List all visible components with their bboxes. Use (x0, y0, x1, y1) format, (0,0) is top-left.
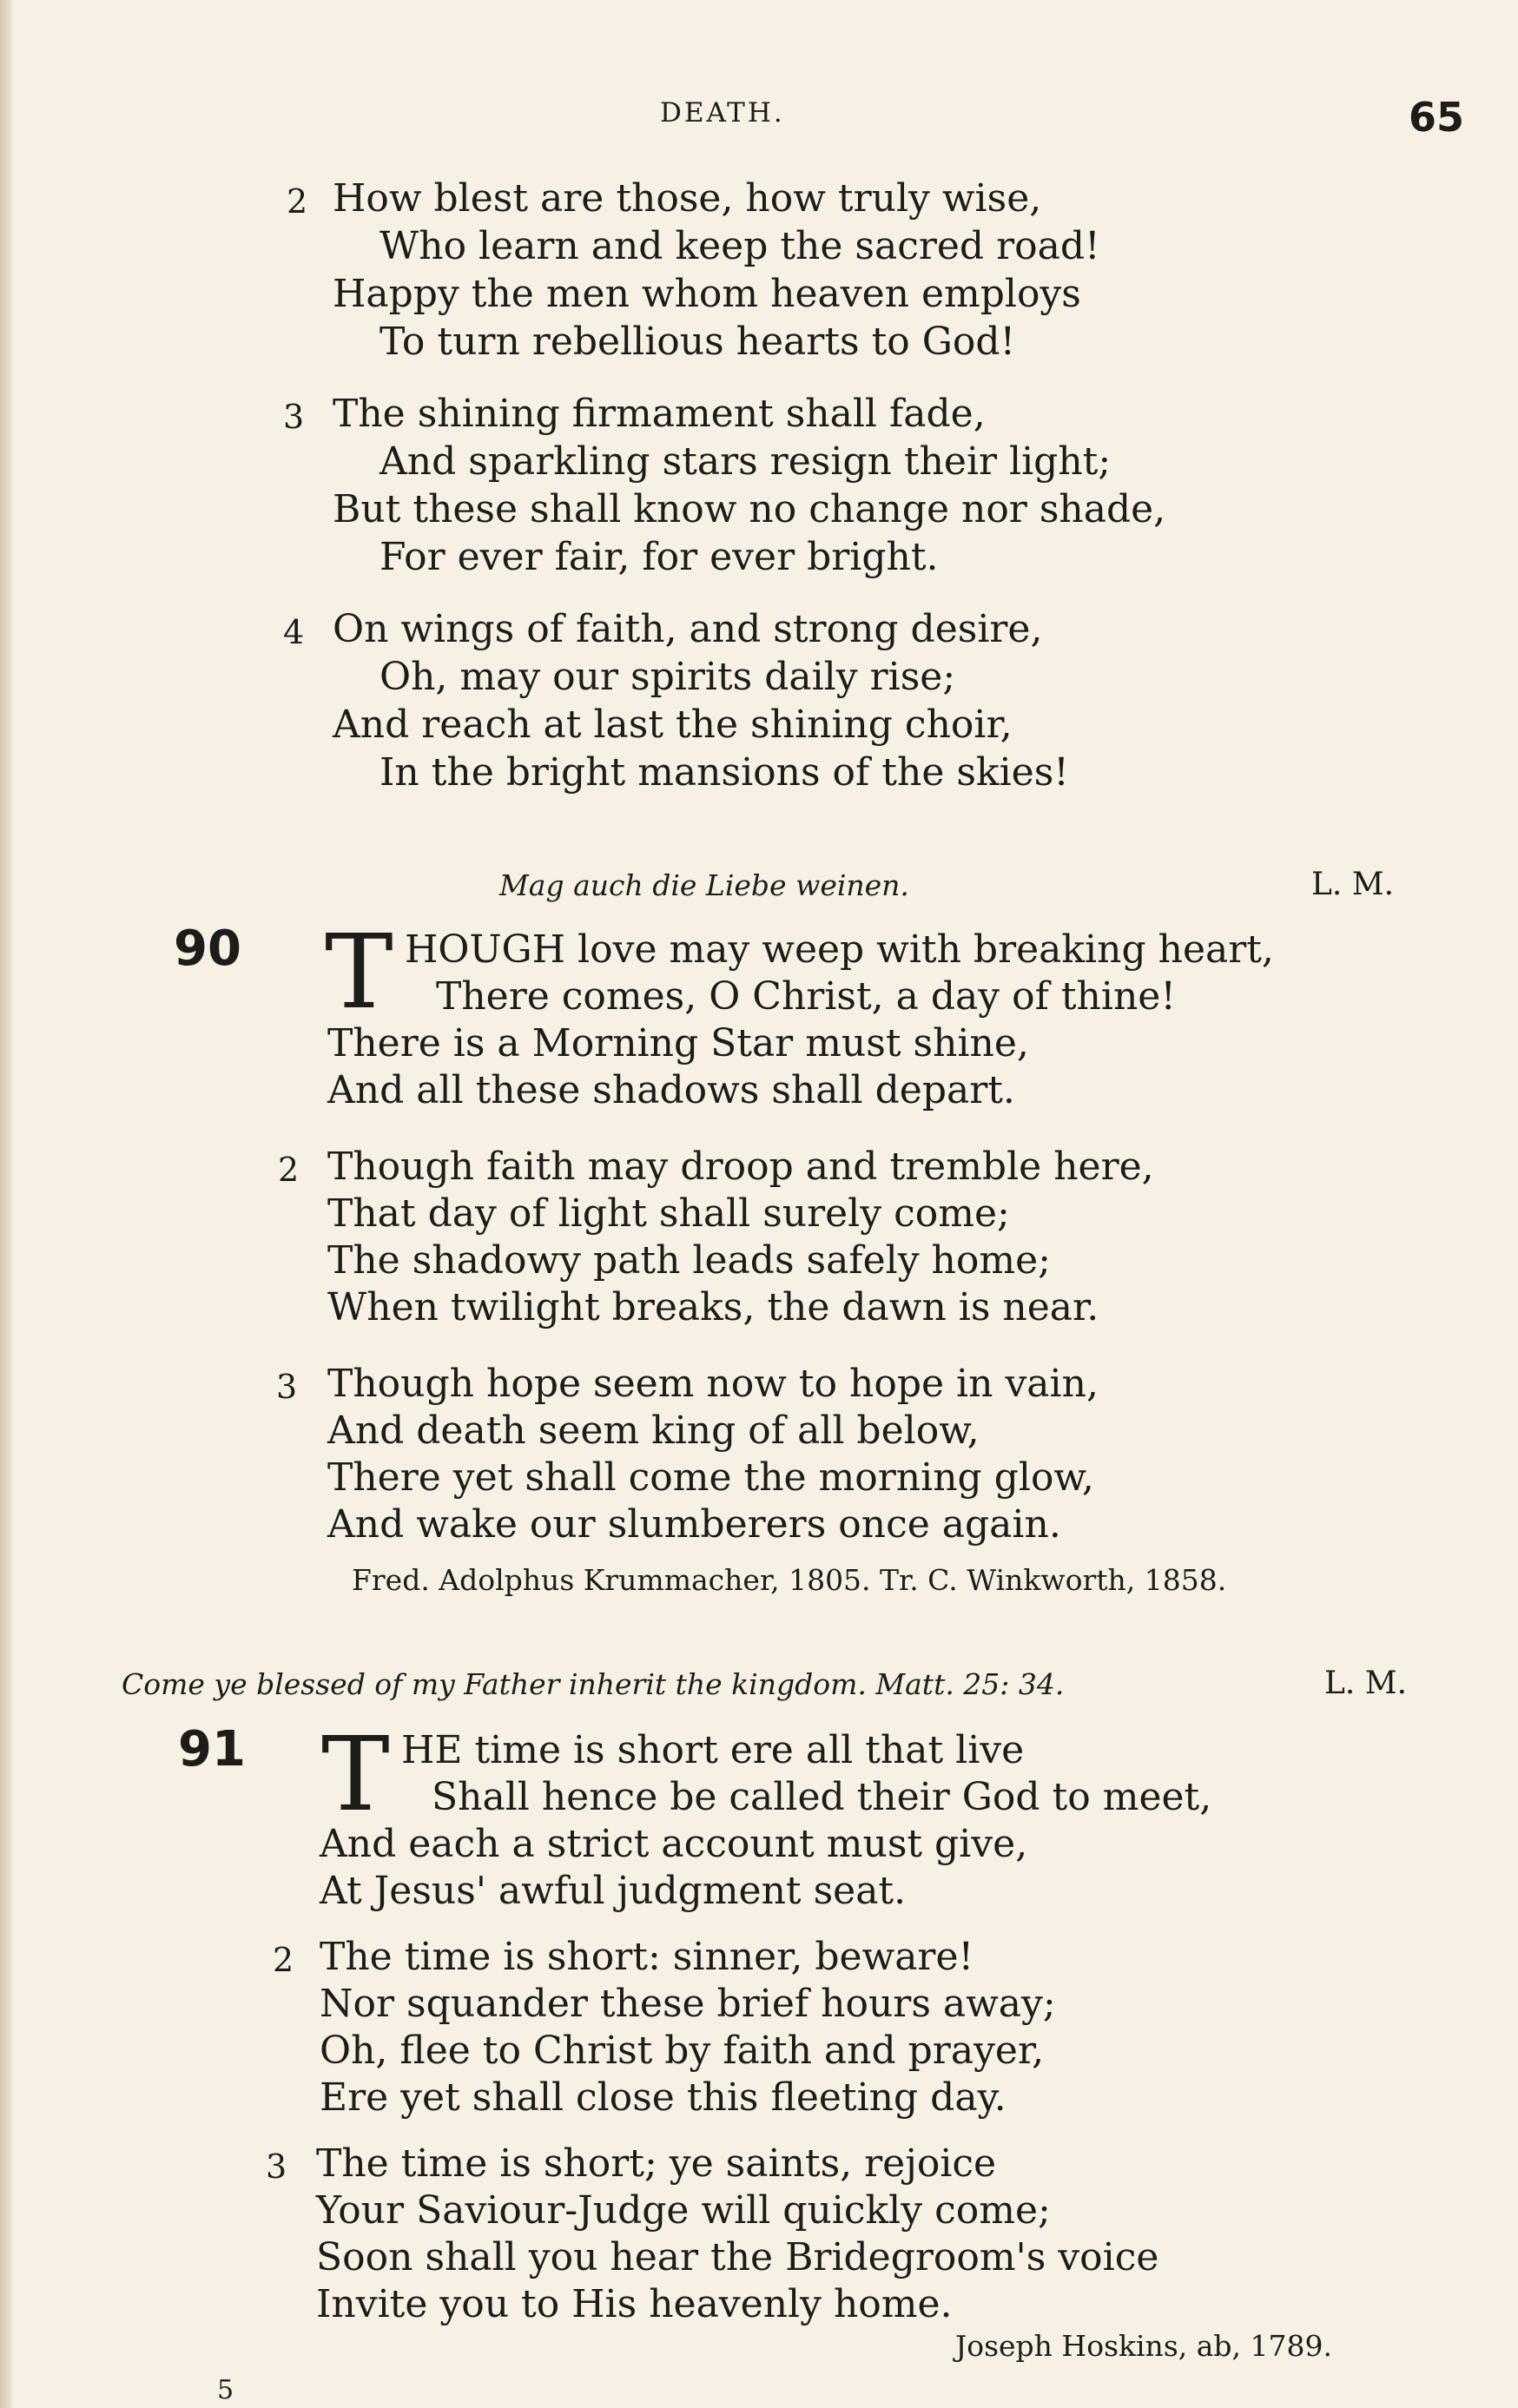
stanza-number: 3 (276, 1368, 298, 1406)
drop-cap: T (325, 912, 393, 1032)
verse-line: To turn rebellious hearts to God! (380, 320, 1016, 364)
stanza-number: 2 (278, 1151, 300, 1189)
verse-line: Your Saviour-Judge will quickly come; (316, 2188, 1051, 2233)
verse-line: Oh, may our spirits daily rise; (380, 655, 956, 699)
verse-line: Though faith may droop and tremble here, (327, 1145, 1154, 1189)
verse-line: And sparkling stars resign their light; (380, 439, 1112, 484)
verse-line: Ere yet shall close this fleeting day. (320, 2075, 1006, 2120)
verse-line (405, 927, 1274, 972)
verse-line: Though hope seem now to hope in vain, (327, 1362, 1099, 1406)
verse-line: But these shall know no change nor shade, (333, 487, 1166, 531)
verse-line: In the bright mansions of the skies! (380, 750, 1069, 795)
running-header: DEATH. (660, 97, 785, 129)
hymn-number: 90 (174, 920, 241, 977)
verse-line: The time is short: sinner, beware! (320, 1935, 974, 1979)
verse-line: And all these shadows shall depart. (327, 1068, 1015, 1112)
verse-line: Who learn and keep the sacred road! (380, 224, 1100, 268)
verse-line: Invite you to His heavenly home. (316, 2282, 953, 2326)
stanza-number: 2 (287, 182, 308, 221)
first-line-rest: time is short ere all that live (462, 1728, 1025, 1772)
verse-line: And reach at last the shining choir, (333, 703, 1013, 747)
verse-line: When twilight breaks, the dawn is near. (327, 1285, 1099, 1329)
verse-line: Nor squander these brief hours away; (320, 1982, 1056, 2026)
hymn-meter: L. M. (1311, 867, 1395, 902)
first-word-smallcaps: HOUGH (405, 927, 566, 972)
hymn-title: Mag auch die Liebe weinen. (499, 868, 909, 902)
hymn-title: Come ye blessed of my Father inherit the kingdom. Matt. 25: 34. (122, 1667, 1065, 1701)
stanza-number: 3 (283, 398, 305, 436)
book-spine-shadow (0, 0, 12, 2408)
verse-line: Soon shall you hear the Bridegroom's voice (316, 2235, 1159, 2279)
first-word-smallcaps: HE (401, 1728, 463, 1772)
verse-line: The shadowy path leads safely home; (327, 1238, 1051, 1283)
hymn-attribution: Joseph Hoskins, ab, 1789. (955, 2329, 1332, 2363)
verse-line: The time is short; ye saints, rejoice (316, 2141, 997, 2186)
stanza-number: 2 (273, 1941, 294, 1979)
verse-line: And death seem king of all below, (327, 1409, 980, 1453)
hymn-number: 91 (178, 1721, 246, 1778)
verse-line: On wings of faith, and strong desire, (333, 607, 1043, 651)
verse-line: Shall hence be called their God to meet, (432, 1775, 1212, 1819)
hymn-meter: L. M. (1324, 1666, 1408, 1701)
signature-mark: 5 (217, 2375, 234, 2405)
stanza-number: 3 (266, 2147, 287, 2186)
verse-line: For ever fair, for ever bright. (380, 535, 939, 579)
page-number: 65 (1409, 94, 1465, 141)
verse-line: There yet shall come the morning glow, (327, 1455, 1094, 1500)
first-line-rest: love may weep with breaking heart, (565, 927, 1274, 972)
verse-line: That day of light shall surely come; (327, 1191, 1010, 1236)
verse-line: There comes, O Christ, a day of thine! (436, 974, 1177, 1019)
verse-line: Happy the men whom heaven employs (333, 272, 1081, 316)
verse-line: And each a strict account must give, (320, 1822, 1028, 1866)
verse-line: And wake our slumberers once again. (327, 1502, 1061, 1547)
drop-cap: T (321, 1714, 390, 1834)
verse-line: Oh, flee to Christ by faith and prayer, (320, 2029, 1045, 2073)
verse-line: The shining firmament shall fade, (333, 392, 986, 436)
stanza-number: 4 (283, 613, 305, 651)
hymn-attribution: Fred. Adolphus Krummacher, 1805. Tr. C. Winkworth, 1858. (352, 1563, 1227, 1597)
verse-line: At Jesus' awful judgment seat. (320, 1869, 907, 1913)
verse-line (401, 1728, 1024, 1772)
verse-line: There is a Morning Star must shine, (327, 1021, 1029, 1065)
verse-line: How blest are those, how truly wise, (333, 176, 1042, 221)
